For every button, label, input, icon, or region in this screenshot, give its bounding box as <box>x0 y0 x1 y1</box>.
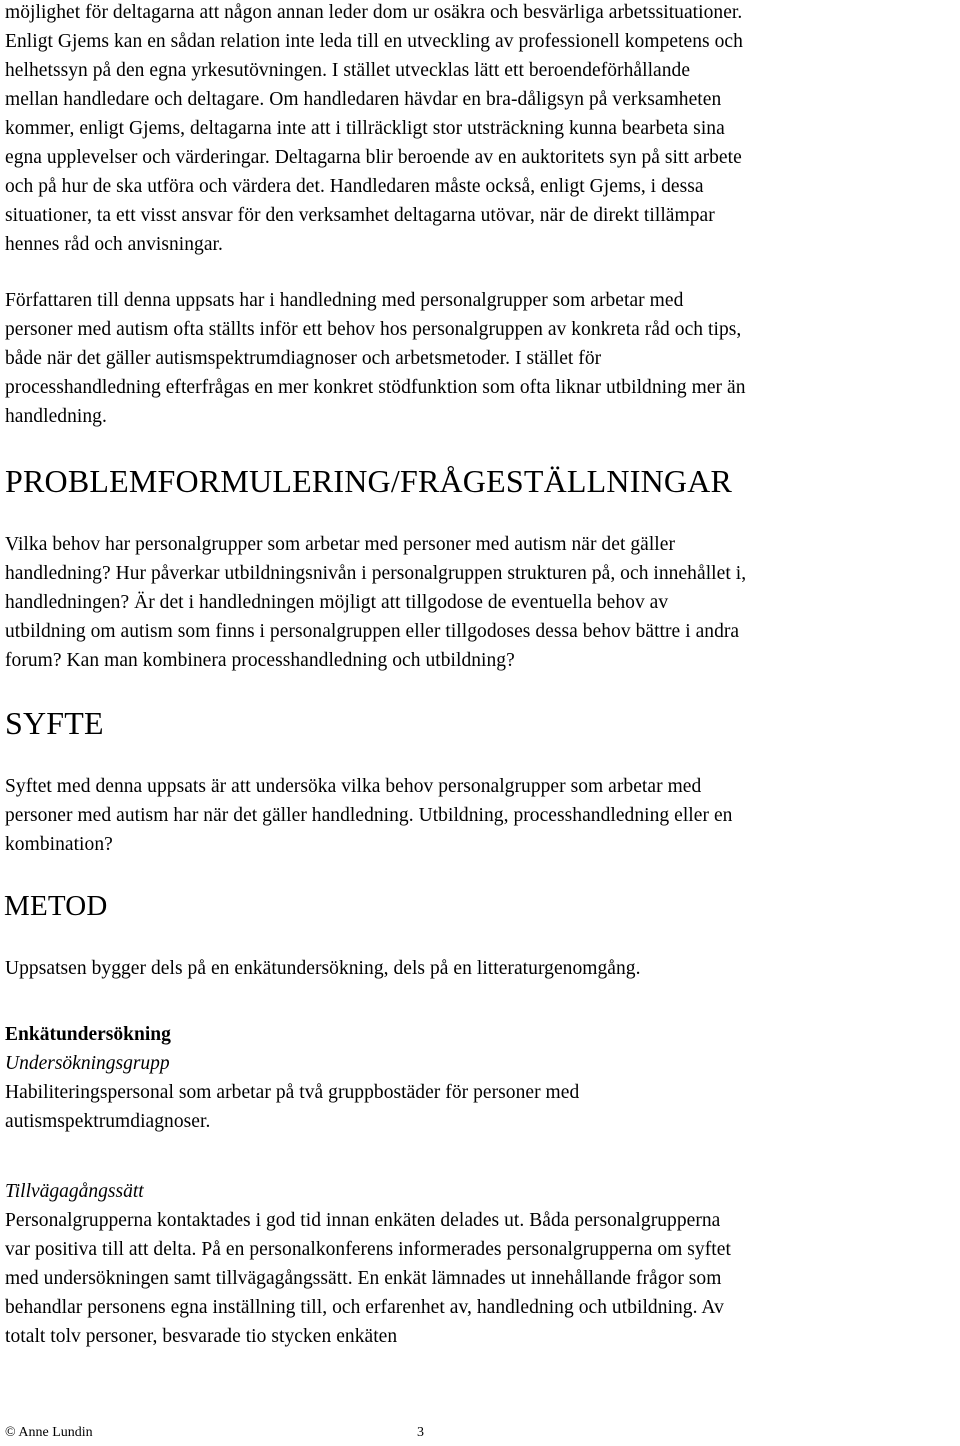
text-line: handledningen? Är det i handledningen möjligt att tillgodose de eventuella behov av <box>5 592 669 613</box>
text-line: situationer, ta ett visst ansvar för den verksamhet deltagarna utövar, när de direkt tillämpar <box>5 205 715 226</box>
text-line: processhandledning efterfrågas en mer konkret stödfunktion som ofta liknar utbildning mer än <box>5 377 746 398</box>
text-line: Syftet med denna uppsats är att undersöka vilka behov personalgrupper som arbetar med <box>5 776 702 797</box>
text-line: egna upplevelser och värderingar. Deltagarna blir beroende av en auktoritets syn på sitt arbete <box>5 147 742 168</box>
text-line: Författaren till denna uppsats har i handledning med personalgrupper som arbetar med <box>5 290 684 311</box>
text-line: Personalgrupperna kontaktades i god tid innan enkäten delades ut. Båda personalgrupperna <box>5 1210 721 1231</box>
section-heading-metod: METOD <box>4 890 108 922</box>
text-line: handledning? Hur påverkar utbildningsnivån i personalgruppen strukturen på, och innehållet i, <box>5 563 747 584</box>
page-footer <box>5 1424 424 1442</box>
intro-paragraph-1 <box>5 0 743 259</box>
footer-author: © Anne Lundin <box>5 1425 93 1440</box>
text-line: personer med autism har när det gäller handledning. Utbildning, processhandledning eller en <box>5 805 733 826</box>
syfte-paragraph <box>5 772 732 859</box>
subsection-heading-tillvagagangssatt: Tillvägagångssätt <box>5 1181 144 1202</box>
intro-paragraph-2 <box>5 286 746 431</box>
section-heading-syfte: SYFTE <box>5 705 104 741</box>
text-line: totalt tolv personer, besvarade tio stycken enkäten <box>5 1326 398 1347</box>
metod-paragraph <box>5 954 641 983</box>
section-heading-problem: PROBLEMFORMULERING/FRÅGESTÄLLNINGAR <box>5 463 733 499</box>
text-line: Enligt Gjems kan en sådan relation inte leda till en utveckling av professionell kompetens och <box>5 31 743 52</box>
undersokningsgrupp-paragraph <box>5 1078 579 1136</box>
text-line: utbildning om autism som finns i personalgruppen eller tillgodoses dessa behov bättre i andra <box>5 621 740 642</box>
text-line: Vilka behov har personalgrupper som arbetar med personer med autism när det gäller <box>5 534 676 555</box>
text-line: möjlighet för deltagarna att någon annan leder dom ur osäkra och besvärliga arbetssituationer. <box>5 2 743 23</box>
text-line: kommer, enligt Gjems, deltagarna inte att i tillräckligt stor utsträckning kunna bearbeta sina <box>5 118 725 139</box>
text-line: helhetssyn på den egna yrkesutövningen. I stället utvecklas lätt ett beroendeförhållande <box>5 60 691 81</box>
subsection-heading-enkat: Enkätundersökning <box>5 1024 171 1045</box>
text-line: var positiva till att delta. På en personalkonferens informerades personalgrupperna om syftet <box>5 1239 731 1260</box>
text-line: med undersökningen samt tillvägagångssätt. En enkät lämnades ut innehållande frågor som <box>5 1268 722 1289</box>
text-line: autismspektrumdiagnoser. <box>5 1111 211 1132</box>
subsection-heading-undersokningsgrupp: Undersökningsgrupp <box>5 1053 170 1074</box>
text-line: och på hur de ska utföra och värdera det. Handledaren måste också, enligt Gjems, i dessa <box>5 176 704 197</box>
problem-paragraph <box>5 530 746 675</box>
tillvagagangssatt-paragraph <box>5 1206 731 1351</box>
text-line: hennes råd och anvisningar. <box>5 234 223 255</box>
page-number: 3 <box>417 1425 424 1440</box>
text-line: både när det gäller autismspektrumdiagnoser och arbetsmetoder. I stället för <box>5 348 602 369</box>
text-line: forum? Kan man kombinera processhandledning och utbildning? <box>5 650 515 671</box>
text-line: behandlar personens egna inställning till, och erfarenhet av, handledning och utbildning. Av <box>5 1297 724 1318</box>
text-line: handledning. <box>5 406 107 427</box>
text-line: Uppsatsen bygger dels på en enkätundersökning, dels på en litteraturgenomgång. <box>5 958 641 979</box>
text-line: Habiliteringspersonal som arbetar på två gruppbostäder för personer med <box>5 1082 580 1103</box>
text-line: kombination? <box>5 834 113 855</box>
text-line: personer med autism ofta ställts inför ett behov hos personalgruppen av konkreta råd och tips, <box>5 319 742 340</box>
text-line: mellan handledare och deltagare. Om handledaren hävdar en bra-dåligsyn på verksamheten <box>5 89 722 110</box>
